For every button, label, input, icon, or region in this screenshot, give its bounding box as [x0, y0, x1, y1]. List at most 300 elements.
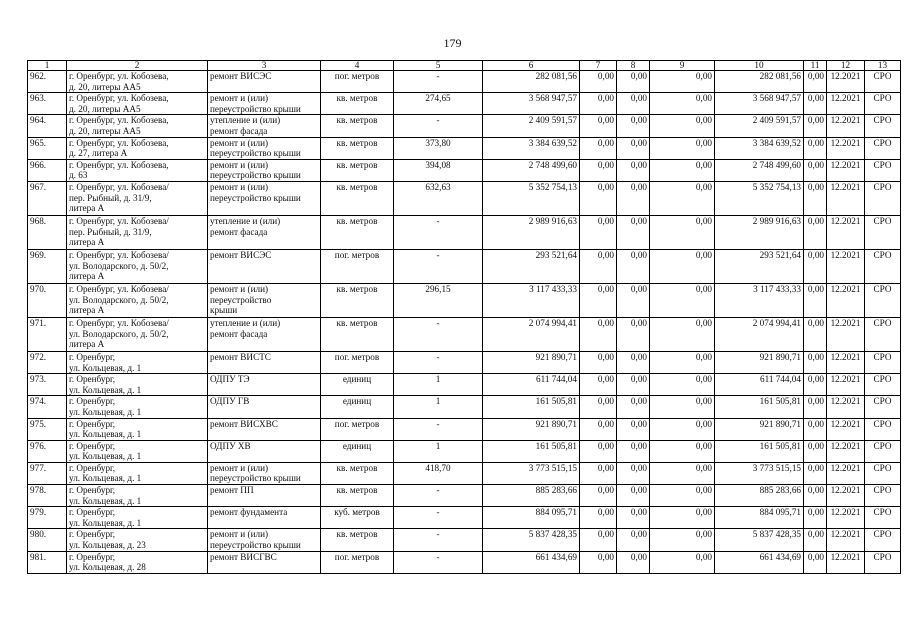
source-cell: СРО [865, 181, 901, 215]
total-cost-cell: 2 074 994,41 [483, 317, 580, 351]
fund-cell: 0,00 [617, 249, 650, 283]
other-funds-cell: 0,00 [804, 71, 827, 93]
quantity-cell: - [394, 115, 483, 137]
row-number: 979. [28, 507, 67, 529]
column-header-10: 10 [715, 61, 804, 71]
work-type-cell [208, 529, 321, 551]
address-cell-line: литера А [69, 339, 105, 350]
deadline-cell: 12.2021 [827, 551, 865, 573]
work-type-cell [208, 440, 321, 462]
address-cell-line: г. Оренбург, ул. Кобозева/ [69, 283, 169, 294]
work-type-cell-line: ремонт фасада [210, 328, 268, 339]
owners-funds-cell: 161 505,81 [715, 396, 804, 418]
work-type-cell [208, 215, 321, 249]
address-cell-line: г. Оренбург, ул. Кобозева/ [69, 215, 169, 226]
owners-funds-cell: 2 748 499,60 [715, 159, 804, 181]
source-cell: СРО [865, 529, 901, 551]
fund-cell: 0,00 [617, 551, 650, 573]
address-cell-line: д. 20, литеры АА5 [69, 103, 141, 114]
column-header-2: 2 [67, 61, 208, 71]
work-type-cell-line: крыши [210, 305, 238, 316]
work-type-cell [208, 351, 321, 373]
quantity-cell: - [394, 551, 483, 573]
fund-cell: 0,00 [617, 485, 650, 507]
address-cell-line: ул. Кольцевая, д. 1 [69, 429, 142, 440]
owners-funds-cell: 884 095,71 [715, 507, 804, 529]
address-cell-line: литера А [69, 305, 105, 316]
column-header-6: 6 [483, 61, 580, 71]
other-funds-cell: 0,00 [804, 93, 827, 115]
other-funds-cell: 0,00 [804, 351, 827, 373]
column-header-4: 4 [321, 61, 394, 71]
work-type-cell [208, 71, 321, 93]
row-number: 975. [28, 418, 67, 440]
deadline-cell: 12.2021 [827, 181, 865, 215]
fund-cell: 0,00 [617, 351, 650, 373]
work-type-cell-line: ремонт фундамента [210, 507, 288, 518]
fund-cell: 0,00 [650, 283, 715, 317]
total-cost-cell: 3 773 515,15 [483, 462, 580, 484]
unit-cell: кв. метров [321, 93, 394, 115]
table-row [28, 529, 901, 551]
source-cell: СРО [865, 137, 901, 159]
address-cell [67, 396, 208, 418]
fund-cell: 0,00 [580, 249, 617, 283]
deadline-cell: 12.2021 [827, 462, 865, 484]
fund-cell: 0,00 [650, 396, 715, 418]
row-number: 969. [28, 249, 67, 283]
deadline-cell: 12.2021 [827, 115, 865, 137]
fund-cell: 0,00 [580, 485, 617, 507]
address-cell-line: ул. Володарского, д. 50/2, [69, 260, 169, 271]
fund-cell: 0,00 [650, 71, 715, 93]
source-cell: СРО [865, 462, 901, 484]
row-number: 970. [28, 283, 67, 317]
quantity-cell: - [394, 215, 483, 249]
unit-cell: куб. метров [321, 507, 394, 529]
fund-cell: 0,00 [650, 93, 715, 115]
quantity-cell: 418,70 [394, 462, 483, 484]
address-cell [67, 551, 208, 573]
address-cell-line: литера А [69, 271, 105, 282]
address-cell-line: ул. Кольцевая, д. 1 [69, 517, 142, 528]
address-cell [67, 137, 208, 159]
quantity-cell: 632,63 [394, 181, 483, 215]
fund-cell: 0,00 [580, 181, 617, 215]
address-cell [67, 283, 208, 317]
work-type-cell-line: ремонт ПП [210, 485, 254, 496]
other-funds-cell: 0,00 [804, 137, 827, 159]
row-number: 981. [28, 551, 67, 573]
work-type-cell [208, 374, 321, 396]
owners-funds-cell: 3 384 639,52 [715, 137, 804, 159]
fund-cell: 0,00 [617, 71, 650, 93]
work-type-cell-line: утепление и (или) [210, 215, 281, 226]
work-type-cell-line: ремонт ВИСХВС [210, 418, 278, 429]
quantity-cell: - [394, 249, 483, 283]
address-cell [67, 215, 208, 249]
work-type-cell-line: переустройство крыши [210, 103, 301, 114]
row-number: 966. [28, 159, 67, 181]
address-cell-line: г. Оренбург, [69, 374, 116, 385]
total-cost-cell: 2 748 499,60 [483, 159, 580, 181]
owners-funds-cell: 2 989 916,63 [715, 215, 804, 249]
fund-cell: 0,00 [650, 551, 715, 573]
owners-funds-cell: 3 117 433,33 [715, 283, 804, 317]
address-cell [67, 181, 208, 215]
fund-cell: 0,00 [580, 159, 617, 181]
quantity-cell: - [394, 317, 483, 351]
fund-cell: 0,00 [617, 440, 650, 462]
fund-cell: 0,00 [650, 351, 715, 373]
deadline-cell: 12.2021 [827, 485, 865, 507]
address-cell-line: д. 63 [69, 170, 88, 181]
work-type-cell-line: ремонт и (или) [210, 283, 269, 294]
unit-cell: кв. метров [321, 283, 394, 317]
table-row [28, 462, 901, 484]
fund-cell: 0,00 [650, 249, 715, 283]
fund-cell: 0,00 [580, 215, 617, 249]
column-header-7: 7 [580, 61, 617, 71]
address-cell [67, 507, 208, 529]
address-cell-line: г. Оренбург, [69, 396, 116, 407]
owners-funds-cell: 5 352 754,13 [715, 181, 804, 215]
work-type-cell-line: ремонт и (или) [210, 529, 269, 540]
fund-cell: 0,00 [617, 159, 650, 181]
fund-cell: 0,00 [617, 93, 650, 115]
total-cost-cell: 885 283,66 [483, 485, 580, 507]
owners-funds-cell: 2 409 591,57 [715, 115, 804, 137]
other-funds-cell: 0,00 [804, 374, 827, 396]
column-header-1: 1 [28, 61, 67, 71]
fund-cell: 0,00 [650, 181, 715, 215]
work-type-cell-line: ОДПУ ХВ [210, 440, 251, 451]
total-cost-cell: 3 568 947,57 [483, 93, 580, 115]
table-row [28, 283, 901, 317]
source-cell: СРО [865, 440, 901, 462]
address-cell-line: ул. Кольцевая, д. 1 [69, 451, 142, 462]
address-cell-line: г. Оренбург, [69, 507, 116, 518]
address-cell-line: г. Оренбург, [69, 440, 116, 451]
fund-cell: 0,00 [580, 71, 617, 93]
quantity-cell: 1 [394, 440, 483, 462]
work-type-cell [208, 181, 321, 215]
fund-cell: 0,00 [617, 396, 650, 418]
table-row [28, 137, 901, 159]
unit-cell: кв. метров [321, 115, 394, 137]
source-cell: СРО [865, 283, 901, 317]
work-type-cell-line: переустройство крыши [210, 148, 301, 159]
address-cell [67, 374, 208, 396]
total-cost-cell: 5 837 428,35 [483, 529, 580, 551]
total-cost-cell: 2 409 591,57 [483, 115, 580, 137]
work-type-cell [208, 93, 321, 115]
deadline-cell: 12.2021 [827, 351, 865, 373]
source-cell: СРО [865, 485, 901, 507]
total-cost-cell: 161 505,81 [483, 396, 580, 418]
row-number: 974. [28, 396, 67, 418]
fund-cell: 0,00 [617, 317, 650, 351]
fund-cell: 0,00 [580, 137, 617, 159]
fund-cell: 0,00 [650, 462, 715, 484]
unit-cell: пог. метров [321, 249, 394, 283]
column-header-11: 11 [804, 61, 827, 71]
address-cell-line: ул. Кольцевая, д. 28 [69, 562, 146, 573]
fund-cell: 0,00 [650, 115, 715, 137]
address-cell [67, 440, 208, 462]
address-cell-line: д. 20, литеры АА5 [69, 125, 141, 136]
address-cell-line: г. Оренбург, ул. Кобозева, [69, 71, 169, 81]
work-type-cell-line: ремонт фасада [210, 125, 268, 136]
fund-cell: 0,00 [580, 551, 617, 573]
quantity-cell: - [394, 485, 483, 507]
table-row [28, 507, 901, 529]
row-number: 976. [28, 440, 67, 462]
fund-cell: 0,00 [580, 374, 617, 396]
deadline-cell: 12.2021 [827, 396, 865, 418]
address-cell-line: ул. Кольцевая, д. 1 [69, 406, 142, 417]
table-row [28, 159, 901, 181]
address-cell-line: ул. Кольцевая, д. 23 [69, 540, 146, 551]
fund-cell: 0,00 [617, 181, 650, 215]
unit-cell: кв. метров [321, 485, 394, 507]
address-cell-line: г. Оренбург, [69, 418, 116, 429]
work-type-cell [208, 249, 321, 283]
owners-funds-cell: 921 890,71 [715, 351, 804, 373]
quantity-cell: 274,65 [394, 93, 483, 115]
row-number: 963. [28, 93, 67, 115]
unit-cell: пог. метров [321, 351, 394, 373]
owners-funds-cell: 661 434,69 [715, 551, 804, 573]
quantity-cell: 296,15 [394, 283, 483, 317]
column-number-row [28, 61, 901, 71]
other-funds-cell: 0,00 [804, 159, 827, 181]
owners-funds-cell: 5 837 428,35 [715, 529, 804, 551]
column-header-8: 8 [617, 61, 650, 71]
row-number: 968. [28, 215, 67, 249]
total-cost-cell: 921 890,71 [483, 418, 580, 440]
work-type-cell-line: ремонт и (или) [210, 93, 269, 104]
row-number: 964. [28, 115, 67, 137]
fund-cell: 0,00 [617, 137, 650, 159]
address-cell-line: ул. Володарского, д. 50/2, [69, 294, 169, 305]
table-row [28, 440, 901, 462]
quantity-cell: - [394, 507, 483, 529]
unit-cell: кв. метров [321, 137, 394, 159]
total-cost-cell: 293 521,64 [483, 249, 580, 283]
owners-funds-cell: 921 890,71 [715, 418, 804, 440]
column-header-5: 5 [394, 61, 483, 71]
other-funds-cell: 0,00 [804, 440, 827, 462]
other-funds-cell: 0,00 [804, 529, 827, 551]
other-funds-cell: 0,00 [804, 551, 827, 573]
total-cost-cell: 3 384 639,52 [483, 137, 580, 159]
other-funds-cell: 0,00 [804, 396, 827, 418]
fund-cell: 0,00 [650, 159, 715, 181]
address-cell-line: литера А [69, 203, 105, 214]
address-cell-line: ул. Кольцевая, д. 1 [69, 473, 142, 484]
other-funds-cell: 0,00 [804, 317, 827, 351]
address-cell-line: г. Оренбург, [69, 462, 116, 473]
address-cell-line: г. Оренбург, [69, 551, 116, 562]
total-cost-cell: 2 989 916,63 [483, 215, 580, 249]
work-type-cell [208, 462, 321, 484]
quantity-cell: 394,08 [394, 159, 483, 181]
work-type-cell [208, 159, 321, 181]
fund-cell: 0,00 [650, 137, 715, 159]
capital-repair-table [27, 60, 901, 574]
fund-cell: 0,00 [580, 317, 617, 351]
fund-cell: 0,00 [617, 529, 650, 551]
source-cell: СРО [865, 418, 901, 440]
fund-cell: 0,00 [650, 418, 715, 440]
deadline-cell: 12.2021 [827, 159, 865, 181]
work-type-cell-line: переустройство крыши [210, 192, 301, 203]
source-cell: СРО [865, 396, 901, 418]
work-type-cell [208, 485, 321, 507]
other-funds-cell: 0,00 [804, 181, 827, 215]
work-type-cell-line: переустройство крыши [210, 473, 301, 484]
address-cell [67, 93, 208, 115]
unit-cell: кв. метров [321, 181, 394, 215]
fund-cell: 0,00 [580, 115, 617, 137]
address-cell-line: г. Оренбург, [69, 485, 116, 496]
table-row [28, 181, 901, 215]
owners-funds-cell: 161 505,81 [715, 440, 804, 462]
owners-funds-cell: 611 744,04 [715, 374, 804, 396]
address-cell [67, 317, 208, 351]
work-type-cell [208, 283, 321, 317]
address-cell [67, 462, 208, 484]
quantity-cell: - [394, 529, 483, 551]
work-type-cell [208, 551, 321, 573]
address-cell-line: литера А [69, 237, 105, 248]
address-cell-line: г. Оренбург, ул. Кобозева/ [69, 317, 169, 328]
unit-cell: кв. метров [321, 159, 394, 181]
row-number: 965. [28, 137, 67, 159]
fund-cell: 0,00 [650, 374, 715, 396]
source-cell: СРО [865, 215, 901, 249]
owners-funds-cell: 885 283,66 [715, 485, 804, 507]
table-row [28, 396, 901, 418]
address-cell-line: ул. Кольцевая, д. 1 [69, 384, 142, 395]
fund-cell: 0,00 [580, 507, 617, 529]
source-cell: СРО [865, 71, 901, 93]
row-number: 962. [28, 71, 67, 93]
source-cell: СРО [865, 374, 901, 396]
work-type-cell [208, 418, 321, 440]
row-number: 967. [28, 181, 67, 215]
work-type-cell-line: ремонт и (или) [210, 462, 269, 473]
address-cell-line: ул. Кольцевая, д. 1 [69, 495, 142, 506]
table-row [28, 317, 901, 351]
quantity-cell: - [394, 351, 483, 373]
work-type-cell [208, 115, 321, 137]
unit-cell: единиц [321, 374, 394, 396]
address-cell-line: ул. Кольцевая, д. 1 [69, 362, 142, 373]
deadline-cell: 12.2021 [827, 93, 865, 115]
quantity-cell: 1 [394, 396, 483, 418]
source-cell: СРО [865, 249, 901, 283]
fund-cell: 0,00 [580, 462, 617, 484]
address-cell-line: д. 20, литеры АА5 [69, 81, 141, 92]
total-cost-cell: 5 352 754,13 [483, 181, 580, 215]
address-cell [67, 115, 208, 137]
work-type-cell-line: ремонт ВИСЭС [210, 249, 272, 260]
unit-cell: пог. метров [321, 71, 394, 93]
address-cell-line: г. Оренбург, ул. Кобозева, [69, 137, 169, 148]
work-type-cell-line: ремонт ВИСЭС [210, 71, 272, 81]
work-type-cell-line: ремонт и (или) [210, 159, 269, 170]
fund-cell: 0,00 [650, 485, 715, 507]
work-type-cell-line: утепление и (или) [210, 115, 281, 126]
quantity-cell: 1 [394, 374, 483, 396]
work-type-cell-line: ОДПУ ТЭ [210, 374, 250, 385]
total-cost-cell: 161 505,81 [483, 440, 580, 462]
deadline-cell: 12.2021 [827, 71, 865, 93]
fund-cell: 0,00 [650, 529, 715, 551]
column-header-13: 13 [865, 61, 901, 71]
work-type-cell-line: переустройство [210, 294, 272, 305]
fund-cell: 0,00 [580, 529, 617, 551]
address-cell-line: пер. Рыбный, д. 31/9, [69, 226, 152, 237]
address-cell [67, 351, 208, 373]
page-number: 179 [443, 36, 462, 50]
unit-cell: единиц [321, 440, 394, 462]
address-cell-line: г. Оренбург, ул. Кобозева, [69, 115, 169, 126]
work-type-cell-line: утепление и (или) [210, 317, 281, 328]
source-cell: СРО [865, 317, 901, 351]
work-type-cell-line: ОДПУ ГВ [210, 396, 250, 407]
unit-cell: пог. метров [321, 418, 394, 440]
fund-cell: 0,00 [617, 374, 650, 396]
address-cell [67, 71, 208, 93]
work-type-cell-line: переустройство крыши [210, 170, 301, 181]
owners-funds-cell: 282 081,56 [715, 71, 804, 93]
other-funds-cell: 0,00 [804, 215, 827, 249]
table-row [28, 115, 901, 137]
table-row [28, 374, 901, 396]
work-type-cell-line: ремонт и (или) [210, 181, 269, 192]
address-cell [67, 529, 208, 551]
fund-cell: 0,00 [580, 283, 617, 317]
work-type-cell-line: ремонт ВИСТС [210, 351, 271, 362]
table-row [28, 485, 901, 507]
column-header-12: 12 [827, 61, 865, 71]
table-row [28, 418, 901, 440]
address-cell-line: г. Оренбург, ул. Кобозева/ [69, 181, 169, 192]
work-type-cell-line: ремонт фасада [210, 226, 268, 237]
address-cell-line: д. 27, литера А [69, 148, 128, 159]
address-cell [67, 249, 208, 283]
table-row [28, 351, 901, 373]
source-cell: СРО [865, 507, 901, 529]
unit-cell: кв. метров [321, 317, 394, 351]
other-funds-cell: 0,00 [804, 507, 827, 529]
table-body [28, 71, 901, 574]
table-row [28, 249, 901, 283]
unit-cell: кв. метров [321, 215, 394, 249]
work-type-cell [208, 137, 321, 159]
table-row [28, 93, 901, 115]
owners-funds-cell: 3 568 947,57 [715, 93, 804, 115]
total-cost-cell: 921 890,71 [483, 351, 580, 373]
fund-cell: 0,00 [580, 440, 617, 462]
deadline-cell: 12.2021 [827, 529, 865, 551]
address-cell-line: г. Оренбург, ул. Кобозева/ [69, 249, 169, 260]
fund-cell: 0,00 [617, 283, 650, 317]
fund-cell: 0,00 [617, 418, 650, 440]
